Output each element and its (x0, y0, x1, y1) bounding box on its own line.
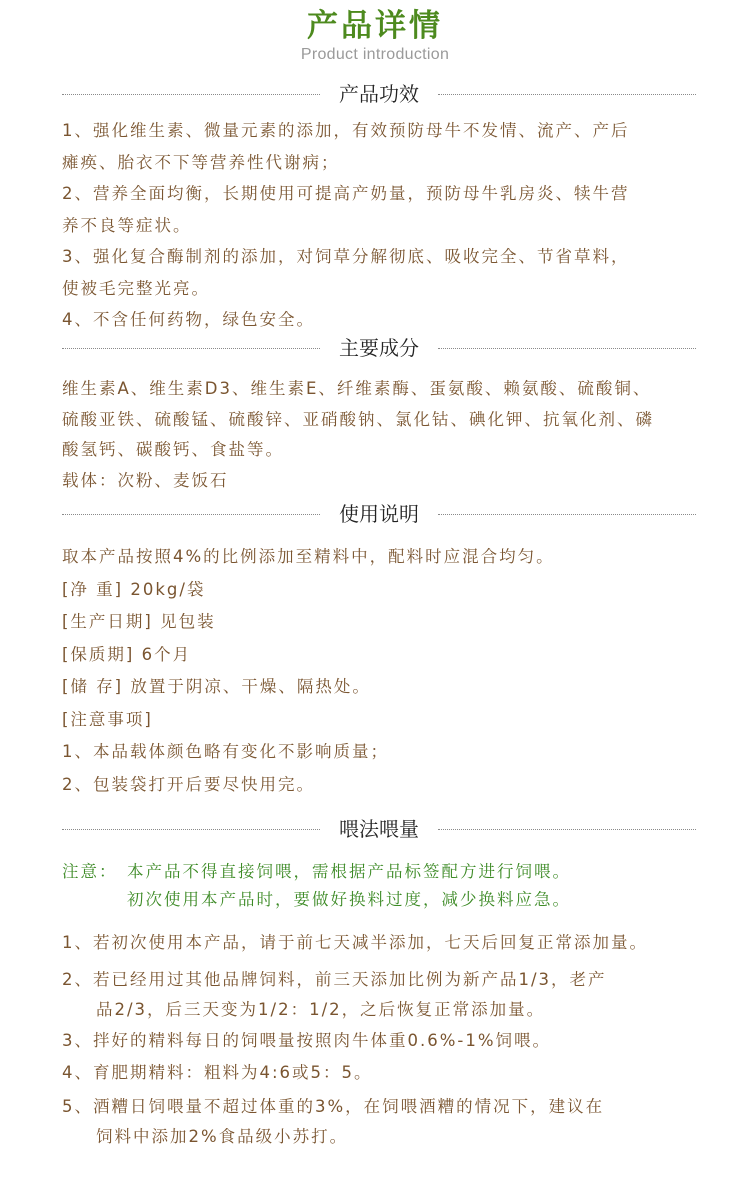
usage-text (62, 541, 555, 801)
usage-line: [储 存] 放置于阴凉、干燥、隔热处。 (62, 677, 371, 696)
feeding-item-text: 4、育肥期精料：粗料为4:6或5：5。 (62, 1063, 373, 1082)
ingredients-line: 酸氢钙、碳酸钙、食盐等。 (62, 440, 284, 459)
efficacy-text (62, 115, 630, 336)
feeding-item (62, 1058, 373, 1088)
feeding-item (62, 928, 648, 958)
ingredients-line: 硫酸亚铁、硫酸锰、硫酸锌、亚硝酸钠、氯化钴、碘化钾、抗氧化剂、磷 (62, 409, 654, 429)
section-header-efficacy (62, 79, 696, 109)
feeding-item-text: 5、酒糟日饲喂量不超过体重的3%，在饲喂酒糟的情况下，建议在 (62, 1097, 605, 1116)
section-header-feeding (62, 814, 696, 844)
page-title: 产品详情 (307, 8, 443, 44)
usage-line: [保质期] 6个月 (62, 644, 192, 664)
feeding-item (62, 1092, 604, 1152)
efficacy-line: 1、强化维生素、微量元素的添加，有效预防母牛不发情、流产、产后 (62, 121, 630, 140)
ingredients-line: 维生素A、维生素D3、维生素E、纤维素酶、蛋氨酸、赖氨酸、硫酸铜、 (62, 379, 652, 398)
feeding-item (62, 965, 607, 1025)
efficacy-line: 4、不含任何药物，绿色安全。 (62, 310, 315, 329)
efficacy-line: 2、营养全面均衡，长期使用可提高产奶量，预防母牛乳房炎、犊牛营 (62, 184, 630, 203)
efficacy-line: 瘫痪、胎衣不下等营养性代谢病； (62, 152, 340, 172)
note-line: 本产品不得直接饲喂，需根据产品标签配方进行饲喂。 (127, 862, 571, 881)
note-label: 注意： (62, 862, 118, 881)
divider-right (438, 94, 696, 95)
feeding-item-text: 3、拌好的精料每日的饲喂量按照肉牛体重0.6%-1%饲喂。 (62, 1031, 552, 1050)
section-header-ingredients (62, 333, 696, 363)
page-subtitle: Product introduction (300, 46, 450, 63)
feeding-item-text: 1、若初次使用本产品，请于前七天减半添加，七天后回复正常添加量。 (62, 933, 648, 952)
usage-line: [生产日期] 见包装 (62, 612, 216, 631)
feeding-item-text-cont: 品2/3，后三天变为1/2：1/2，之后恢复正常添加量。 (96, 1000, 546, 1019)
feeding-item-text-cont: 饲料中添加2%食品级小苏打。 (96, 1127, 349, 1146)
usage-line: 1、本品载体颜色略有变化不影响质量； (62, 742, 389, 761)
section-title-efficacy: 产品功效 (339, 82, 419, 106)
efficacy-line: 3、强化复合酶制剂的添加，对饲草分解彻底、吸收完全、节省草料， (62, 247, 630, 266)
section-header-usage (62, 499, 696, 529)
ingredients-line: 载体：次粉、麦饭石 (62, 470, 229, 490)
efficacy-line: 使被毛完整光亮。 (62, 278, 210, 298)
note-line: 初次使用本产品时，要做好换料过度，减少换料应急。 (127, 890, 571, 909)
ingredients-text (62, 374, 654, 496)
section-title-usage: 使用说明 (339, 502, 419, 526)
divider-right (438, 829, 696, 830)
usage-line: [净 重] 20kg/袋 (62, 579, 206, 599)
feeding-item (62, 1026, 551, 1056)
efficacy-line: 养不良等症状。 (62, 215, 192, 235)
usage-line: 2、包装袋打开后要尽快用完。 (62, 774, 315, 794)
divider-right (438, 514, 696, 515)
divider-right (438, 348, 696, 349)
section-title-feeding: 喂法喂量 (339, 817, 419, 841)
section-title-ingredients: 主要成分 (339, 336, 419, 360)
feeding-item-text: 2、若已经用过其他品牌饲料，前三天添加比例为新产品1/3，老产 (62, 970, 607, 989)
usage-line: 取本产品按照4%的比例添加至精料中，配料时应混合均匀。 (62, 547, 555, 566)
usage-line: [注意事项] (62, 709, 153, 729)
